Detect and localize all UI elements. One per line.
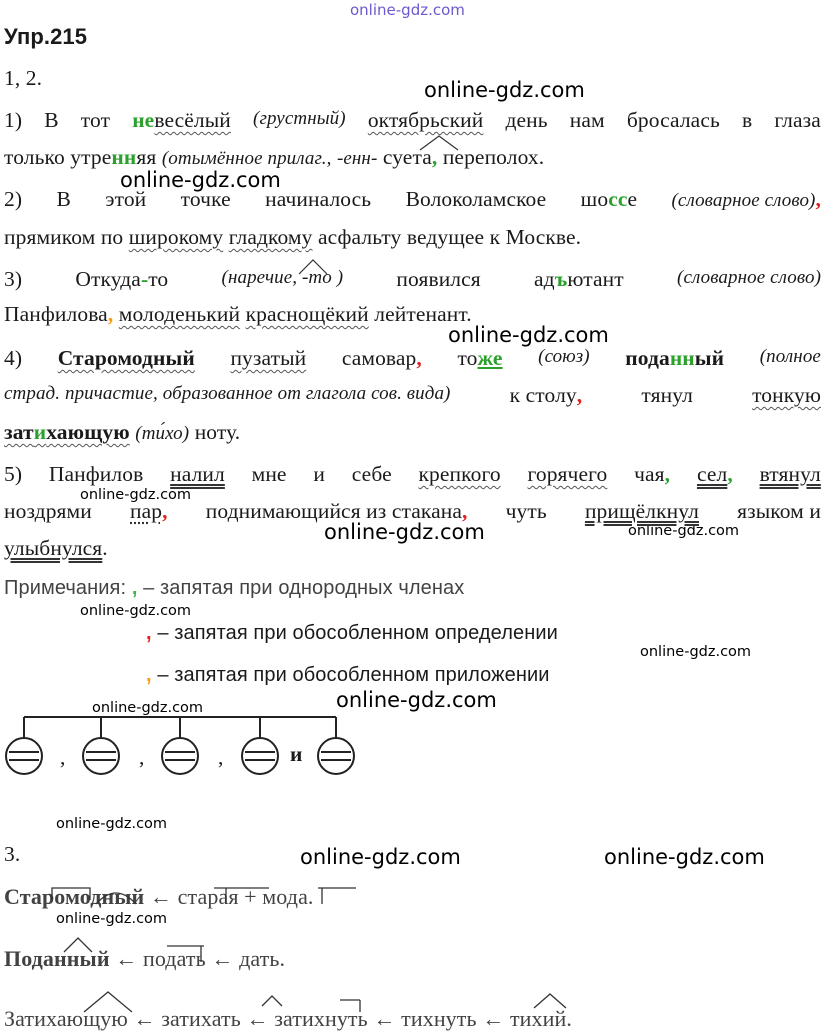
watermark: online-gdz.com (604, 845, 765, 869)
suffix-mark (420, 136, 480, 156)
sentence-2-line-2: прямиком по широкому гладкому асфальту ведущее к Москве. (4, 225, 582, 249)
sentence-3-line-2: Панфилова, молоденький краснощёкий лейтенант. (4, 302, 472, 326)
watermark: online-gdz.com (424, 78, 585, 102)
sentence-2-line-1: 2) В этой точке начиналось Волоколамское шоссе (словарное слово), (4, 187, 821, 211)
word-analysis-3: Затихающую ← затихать ← затихнуть ← тихнуть ← тихий. (4, 1006, 573, 1031)
notes-line-1: Примечания: , – запятая при однородных членах (4, 577, 465, 599)
suffix-mark (297, 258, 337, 278)
watermark: online-gdz.com (56, 816, 168, 832)
notes-line-3: , – запятая при обособленном приложении (146, 664, 550, 686)
sentence-1-line-1: 1) В тот невесёлый (грустный) октябрьский день нам бросалась в глаза (4, 108, 821, 132)
scheme-comma: , (60, 745, 66, 769)
scheme-and: и (290, 742, 303, 766)
watermark: online-gdz.com (350, 1, 465, 19)
sentence-4-line-3: затихающую (ти́хо) ноту. (4, 420, 241, 444)
scheme-comma: , (139, 745, 145, 769)
morpheme-marks (4, 932, 304, 972)
sentence-5-line-1: 5) Панфилов налил мне и себе крепкого горячего чая, сел, втянул (4, 462, 821, 486)
watermark: online-gdz.com (628, 523, 740, 539)
watermark: online-gdz.com (640, 644, 752, 660)
sentence-5-line-2: ноздрями пар, поднимающийся из стакана, чуть прищёлкнул языком и (4, 499, 821, 523)
sentence-1-line-2: только утренняя (отымённое прилаг., -енн- суета, переполох. (4, 145, 545, 169)
notes-line-2: , – запятая при обособленном определении (146, 622, 558, 644)
watermark: online-gdz.com (56, 911, 168, 927)
sentence-3-line-1: 3) Откуда-то (наречие, -то ) появился адъютант (словарное слово) (4, 267, 821, 291)
watermark: online-gdz.com (80, 603, 192, 619)
morpheme-marks (4, 874, 404, 914)
word-analysis-2: Поданный ← подать ← дать. (4, 946, 286, 971)
word-analysis-1: Старомодный ← старая + мода. (4, 884, 314, 909)
watermark: online-gdz.com (120, 168, 281, 192)
sentence-4-line-1: 4) Старомодный пузатый самовар, тоже (союз) поданный (полное (4, 346, 821, 370)
sentence-4-line-2: страд. причастие, образованное от глагола сов. вида) к столу, тянул тонкую (4, 383, 821, 407)
watermark: online-gdz.com (324, 520, 485, 544)
scheme-comma: , (218, 745, 224, 769)
watermark: online-gdz.com (92, 700, 204, 716)
morpheme-marks (4, 988, 704, 1028)
sentence-5-line-3: улыбнулся. (4, 536, 108, 560)
watermark: online-gdz.com (336, 688, 497, 712)
watermark: online-gdz.com (300, 845, 461, 869)
homogeneous-members-scheme (4, 716, 364, 786)
section-number: 3. (4, 842, 21, 866)
section-number: 1, 2. (4, 66, 43, 90)
watermark: online-gdz.com (80, 487, 192, 503)
watermark: online-gdz.com (448, 323, 609, 347)
exercise-title: Упр.215 (4, 24, 88, 49)
